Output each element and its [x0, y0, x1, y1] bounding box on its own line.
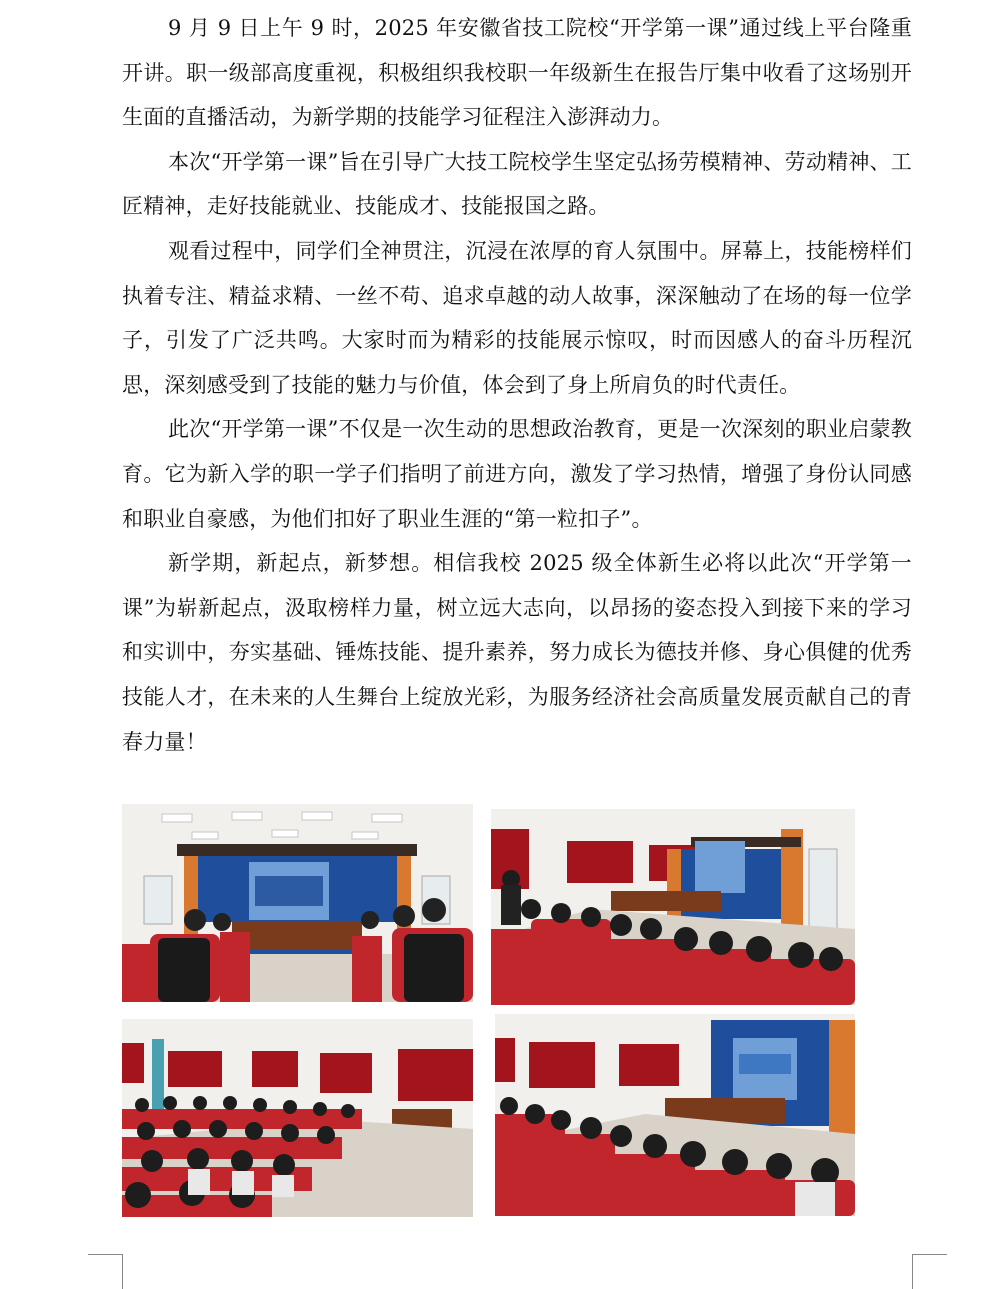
photo-hall-side-view: [491, 809, 855, 1005]
page-corner-mark-right: [912, 1254, 947, 1289]
paragraph-1: 9 月 9 日上午 9 时，2025 年安徽省技工院校“开学第一课”通过线上平台隆重开讲。职一级部高度重视，积极组织我校职一年级新生在报告厅集中收看了这场别开生面的直播活动，为新学期的技能学习征程注入澎湃动力。: [122, 16, 912, 130]
photo-hall-screen-side: [495, 1014, 855, 1216]
page-corner-mark-left: [88, 1254, 123, 1289]
photo-hall-front-view: [122, 804, 473, 1002]
paragraph-5: 新学期，新起点，新梦想。相信我校 2025 级全体新生必将以此次“开学第一课”为崭新起点，汲取榜样力量，树立远大志向，以昂扬的姿态投入到接下来的学习和实训中，夯实基础、锤炼技能、提升素养，努力成长为德技并修、身心俱健的优秀技能人才，在未来的人生舞台上绽放光彩，为服务经济社会高质量发展贡献自己的青春力量！: [122, 551, 912, 754]
paragraph-3: 观看过程中，同学们全神贯注，沉浸在浓厚的育人氛围中。屏幕上，技能榜样们执着专注、精益求精、一丝不苟、追求卓越的动人故事，深深触动了在场的每一位学子，引发了广泛共鸣。大家时而为精彩的技能展示惊叹，时而因感人的奋斗历程沉思，深刻感受到了技能的魅力与价值，体会到了身上所肩负的时代责任。: [122, 238, 912, 397]
paragraph-2: 本次“开学第一课”旨在引导广大技工院校学生坚定弘扬劳模精神、劳动精神、工匠精神，走好技能就业、技能成才、技能报国之路。: [122, 149, 912, 219]
photo-students-seated: [122, 1019, 473, 1217]
article-body: [122, 6, 912, 764]
paragraph-4: 此次“开学第一课”不仅是一次生动的思想政治教育，更是一次深刻的职业启蒙教育。它为新入学的职一学子们指明了前进方向，激发了学习热情，增强了身份认同感和职业自豪感，为他们扣好了职业生涯的“第一粒扣子”。: [122, 417, 912, 531]
